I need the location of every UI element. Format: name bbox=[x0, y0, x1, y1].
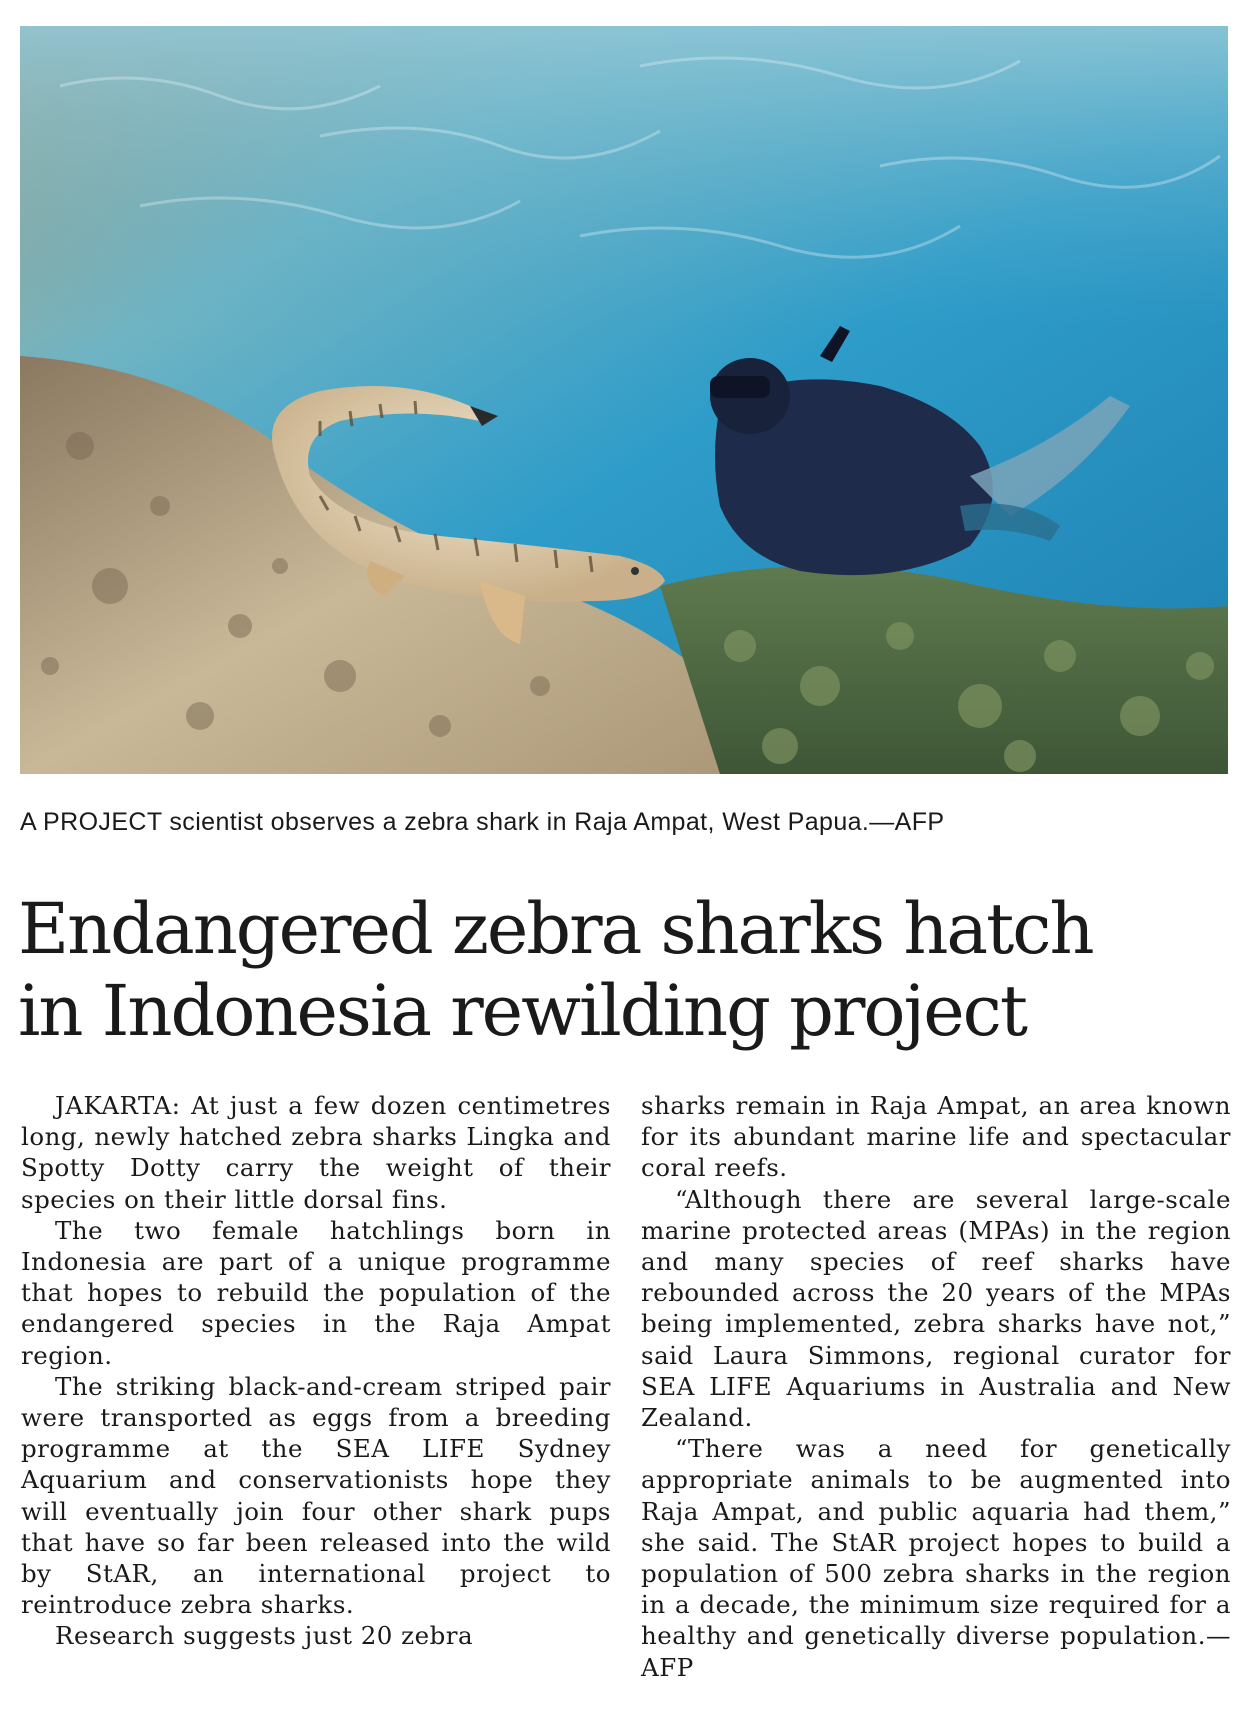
underwater-scene-illustration bbox=[20, 26, 1228, 774]
paragraph: Research suggests just 20 zebra bbox=[55, 1621, 474, 1651]
paragraph: “Although there are several large-scale marine protected areas (MPAs) in the region and many species of reef sharks have rebounded across the 20 years of the MPAs being implemented, zebra sharks have not,” said Laura Simmons, regional curator for SEA LIFE Aquariums in Australia and New Zealand. bbox=[641, 1184, 1231, 1433]
paragraph: “There was a need for genetically appropriate animals to be augmented into Raja Ampat, and public aquaria had them,” she said. The StAR project hopes to build a population of 500 zebra sharks in the region in a decade, the minimum size required for a healthy and genetically diverse population.—AFP bbox=[641, 1434, 1231, 1682]
headline-line-1: Endangered zebra sharks hatch bbox=[18, 888, 1093, 970]
article-column-right bbox=[641, 1090, 1231, 1683]
article-photo bbox=[20, 26, 1228, 774]
headline-line-2: in Indonesia rewilding project bbox=[18, 970, 1027, 1052]
article-column-left bbox=[21, 1090, 611, 1652]
paragraph: The striking black-and-cream striped pair were transported as eggs from a breeding programme at the SEA LIFE Sydney Aquarium and conservationists hope they will eventually join four other shark pups that have so far been released into the wild by StAR, an international project to reintroduce zebra sharks. bbox=[21, 1371, 611, 1620]
paragraph: sharks remain in Raja Ampat, an area known for its abundant marine life and spectacular coral reefs. bbox=[641, 1091, 1231, 1183]
photo-caption: A PROJECT scientist observes a zebra shark in Raja Ampat, West Papua.—AFP bbox=[20, 808, 945, 836]
paragraph: JAKARTA: At just a few dozen centimetres long, newly hatched zebra sharks Lingka and Spotty Dotty carry the weight of their species on their little dorsal fins. bbox=[21, 1091, 611, 1214]
article-headline bbox=[18, 888, 1228, 1052]
paragraph: The two female hatchlings born in Indonesia are part of a unique programme that hopes to rebuild the population of the endangered species in the Raja Ampat region. bbox=[21, 1215, 611, 1370]
